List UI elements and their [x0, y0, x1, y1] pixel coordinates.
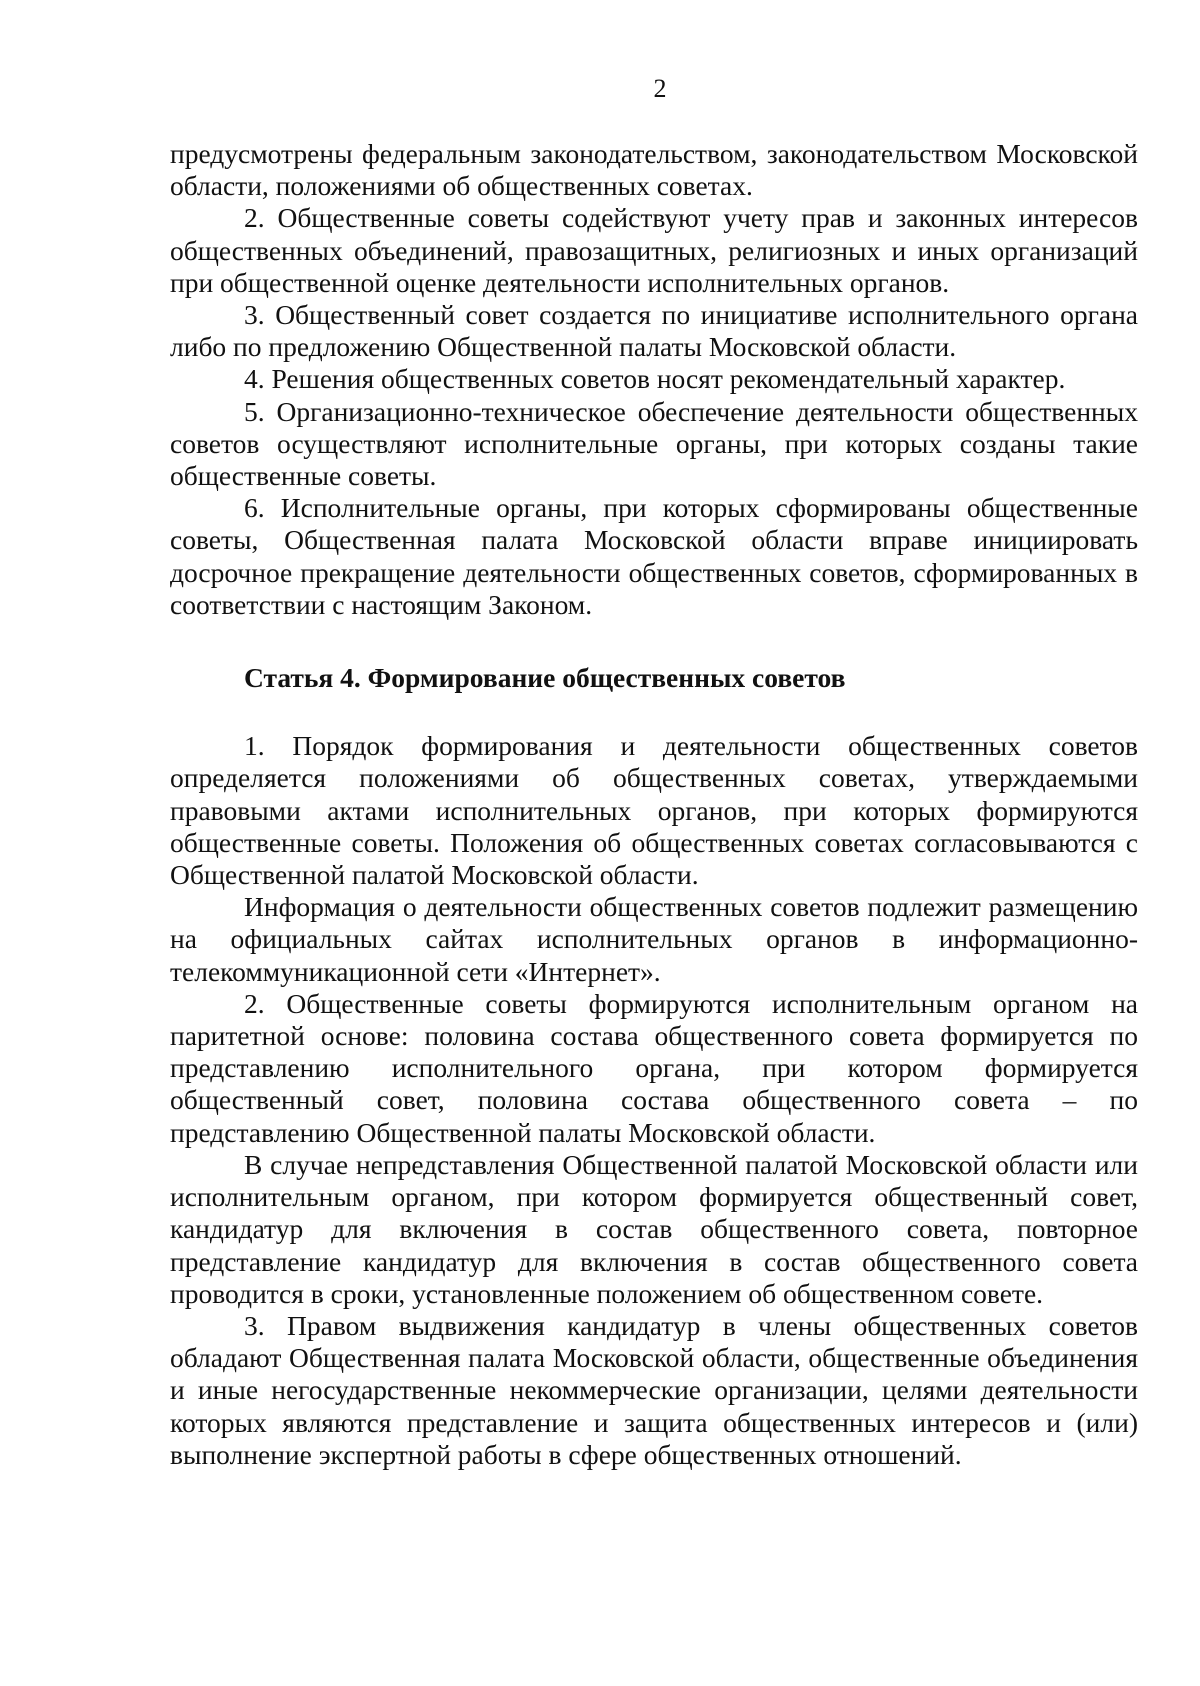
- document-body: [170, 138, 1138, 1471]
- paragraph-item-5: 5. Организационно-техническое обеспечение деятельности общественных советов осуществляют исполнительные органы, при которых созданы такие общественные советы.: [170, 395, 1138, 492]
- article-paragraph-2: 2. Общественные советы формируются исполнительным органом на паритетной основе: половина состава общественного совета формируется по представлению исполнительного органа, при котором формируется общественный совет, половина состава общественного совета – по представлению Общественной палаты Московской области.: [170, 987, 1138, 1148]
- article-paragraph-1: 1. Порядок формирования и деятельности общественных советов определяется положениями об общественных советах, утверждаемыми правовыми актами исполнительных органов, при которых формируются общественные советы. Положения об общественных советах согласовываются с Общественной палатой Московской области.: [170, 730, 1138, 891]
- article-paragraph-info: Информация о деятельности общественных советов подлежит размещению на официальных сайтах исполнительных органов в информационно-телекоммуникационной сети «Интернет».: [170, 891, 1138, 987]
- page-number: 2: [653, 74, 667, 103]
- article-heading: Статья 4. Формирование общественных советов: [244, 662, 846, 694]
- article-paragraph-nonsubmission: В случае непредставления Общественной палатой Московской области или исполнительным органом, при котором формируется общественный совет, кандидатур для включения в состав общественного совета, повторное представление кандидатур для включения в состав общественного совета проводится в сроки, установленные положением об общественном совете.: [170, 1148, 1138, 1309]
- paragraph-continuation: предусмотрены федеральным законодательством, законодательством Московской области, положениями об общественных советах.: [170, 138, 1138, 202]
- paragraph-item-2: 2. Общественные советы содействуют учету прав и законных интересов общественных объединений, правозащитных, религиозных и иных организаций при общественной оценке деятельности исполнительных органов.: [170, 202, 1138, 298]
- article-paragraph-3: 3. Правом выдвижения кандидатур в члены общественных советов обладают Общественная палата Московской области, общественные объединения и иные негосударственные некоммерческие организации, целями деятельности которых являются представление и защита общественных интересов и (или) выполнение экспертной работы в сфере общественных отношений.: [170, 1309, 1138, 1470]
- paragraph-item-6: 6. Исполнительные органы, при которых сформированы общественные советы, Общественная палата Московской области вправе инициировать досрочное прекращение деятельности общественных советов, сформированных в соответствии с настоящим Законом.: [170, 492, 1138, 620]
- paragraph-item-4: 4. Решения общественных советов носят рекомендательный характер.: [244, 363, 1066, 395]
- paragraph-item-3: 3. Общественный совет создается по инициативе исполнительного органа либо по предложению Общественной палаты Московской области.: [170, 299, 1138, 363]
